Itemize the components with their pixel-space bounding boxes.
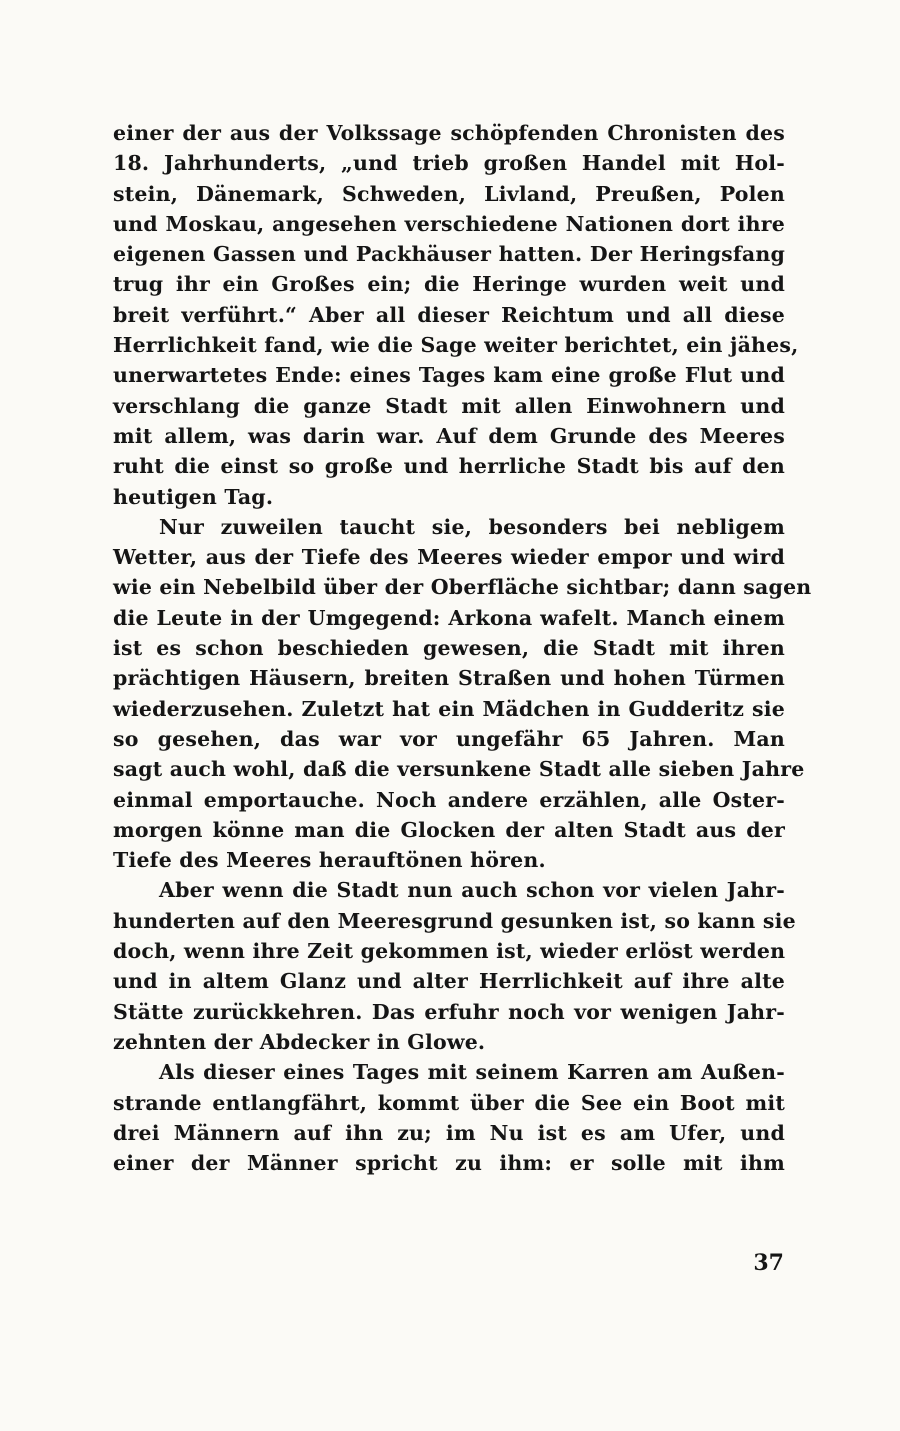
text-line: doch, wenn ihre Zeit gekommen ist, wieder erlöst werden [113, 939, 786, 964]
paragraph-start-line: Nur zuweilen taucht sie, besonders bei nebligem [159, 514, 785, 539]
body-text [113, 118, 812, 1178]
text-line: ist es schon beschieden gewesen, die Stadt mit ihren [113, 636, 785, 661]
text-line: unerwartetes Ende: eines Tages kam eine große Flut und [113, 363, 785, 388]
text-line: strande entlangfährt, kommt über die See ein Boot mit [113, 1090, 785, 1115]
text-line: Herrlichkeit fand, wie die Sage weiter berichtet, ein jähes, [113, 333, 799, 358]
text-line: stein, Dänemark, Schweden, Livland, Preußen, Polen [113, 181, 785, 206]
paragraph-end-line: Tiefe des Meeres herauftönen hören. [113, 848, 546, 873]
paragraph-start-line: Aber wenn die Stadt nun auch schon vor vielen Jahr- [159, 878, 785, 903]
text-line: drei Männern auf ihn zu; im Nu ist es am Ufer, und [113, 1120, 785, 1145]
text-line: eigenen Gassen und Packhäuser hatten. Der Heringsfang [113, 242, 785, 267]
text-line: prächtigen Häusern, breiten Straßen und hohen Türmen [113, 666, 785, 691]
text-line: morgen könne man die Glocken der alten Stadt aus der [113, 817, 785, 842]
text-line: sagt auch wohl, daß die versunkene Stadt alle sieben Jahre [113, 757, 805, 782]
text-line: mit allem, was darin war. Auf dem Grunde des Meeres [113, 423, 785, 448]
text-line: einer der aus der Volkssage schöpfenden Chronisten des [113, 121, 785, 145]
text-line: Wetter, aus der Tiefe des Meeres wieder empor und wird [113, 545, 785, 570]
paragraph-start-line: Als dieser eines Tages mit seinem Karren am Außen- [159, 1060, 785, 1085]
text-line: trug ihr ein Großes ein; die Heringe wurden weit und [113, 272, 785, 297]
page-number: 37 [753, 1250, 784, 1276]
text-line: so gesehen, das war vor ungefähr 65 Jahren. Man [113, 726, 785, 751]
text-line: die Leute in der Umgegend: Arkona wafelt. Manch einem [113, 605, 785, 630]
paragraph-end-line: heutigen Tag. [113, 484, 274, 509]
paragraph-end-line: zehnten der Abdecker in Glowe. [113, 1029, 486, 1054]
text-line: und Moskau, angesehen verschiedene Nationen dort ihre [113, 211, 785, 236]
text-line: wiederzusehen. Zuletzt hat ein Mädchen in Gudderitz sie [113, 696, 785, 721]
text-line: einer der Männer spricht zu ihm: er solle mit ihm [113, 1151, 785, 1176]
text-line: ruht die einst so große und herrliche Stadt bis auf den [113, 454, 785, 479]
text-line: verschlang die ganze Stadt mit allen Einwohnern und [113, 393, 785, 418]
text-line: breit verführt.“ Aber all dieser Reichtum und all diese [113, 302, 785, 327]
text-line: wie ein Nebelbild über der Oberfläche sichtbar; dann sagen [113, 575, 812, 600]
text-line: und in altem Glanz und alter Herrlichkeit auf ihre alte [113, 969, 785, 994]
text-line: hunderten auf den Meeresgrund gesunken ist, so kann sie [113, 908, 796, 933]
text-line: Stätte zurückkehren. Das erfuhr noch vor wenigen Jahr- [113, 999, 785, 1024]
text-line: einmal emportauche. Noch andere erzählen, alle Oster- [113, 787, 785, 812]
text-line: 18. Jahrhunderts, „und trieb großen Handel mit Hol- [113, 151, 785, 176]
